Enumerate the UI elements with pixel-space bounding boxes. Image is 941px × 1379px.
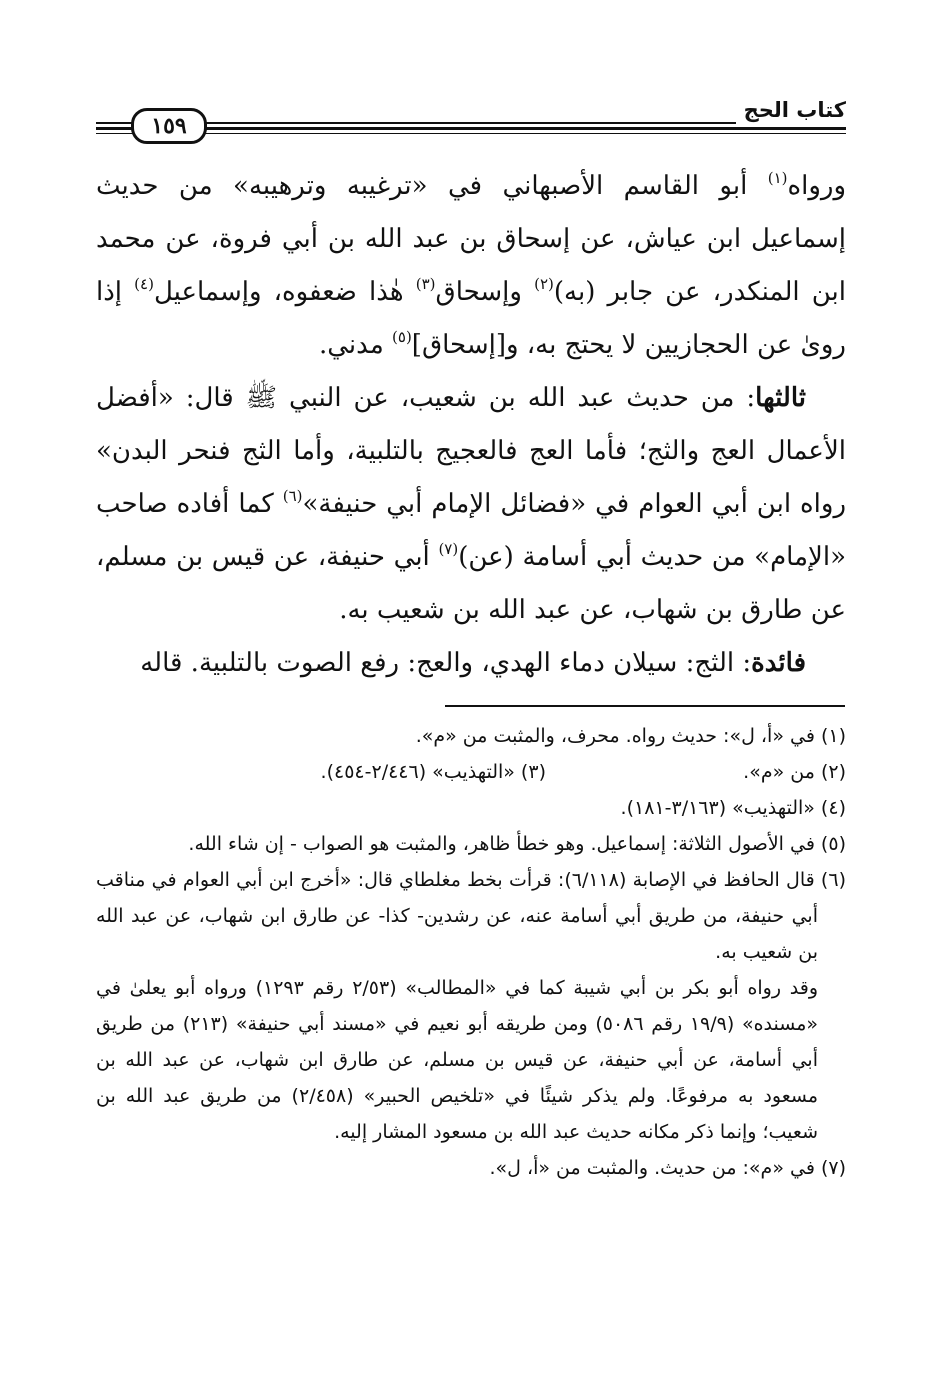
- text-span: : الثج: سيلان دماء الهدي، والعج: رفع الصوت بالتلبية. قاله: [140, 648, 752, 678]
- footnotes: [96, 718, 846, 1186]
- footnote-row: [96, 754, 846, 790]
- paragraph: [96, 637, 846, 690]
- footnote-ref[interactable]: (٤): [134, 275, 154, 293]
- footnote-item: (٣) «التهذيب» (٢/٤٤٦-٤٥٤).: [320, 761, 546, 783]
- text-span: مدني.: [319, 330, 393, 360]
- footnote-ref[interactable]: (١): [767, 169, 788, 187]
- main-text: [96, 160, 846, 690]
- paragraph: [96, 372, 846, 637]
- text-span: وإسحاق: [435, 277, 535, 307]
- text-span: كما أفاده صاحب «الإمام» من حديث أبي أسامة (عن): [96, 489, 846, 572]
- text-span: هٰذا ضعفوه، وإسماعيل: [153, 277, 416, 307]
- header-rule: [96, 122, 846, 124]
- book-title: كتاب الحج: [736, 96, 846, 124]
- text-span: أبو القاسم الأصبهاني في «ترغيبه وترهيبه» من حديث إسماعيل ابن عياش، عن إسحاق بن عبد الله بن أبي فروة، عن محمد ابن المنكدر، عن جابر (به): [96, 171, 846, 307]
- footnote-item: (٥) في الأصول الثلاثة: إسماعيل. وهو خطأ ظاهر، والمثبت هو الصواب - إن شاء الله.: [188, 833, 846, 855]
- text-span: : من حديث عبد الله بن شعيب، عن النبي ﷺ قال: «أفضل الأعمال العج والثج؛ فأما العج فالعجيج بالتلبية، وأما الثج فنحر البدن» رواه ابن أبي العوام في «فضائل الإمام أبي حنيفة»: [96, 383, 846, 519]
- paragraph: [96, 160, 846, 372]
- footnote-continuation: وقد رواه أبو بكر بن أبي شيبة كما في «المطالب» (٢/٥٣ رقم ١٢٩٣) ورواه أبو يعلىٰ في «مسنده» (١٩/٩ رقم ٥٠٨٦) ومن طريقه أبو نعيم في «مسند أبي حنيفة» (٢١٣) من طريق أبي أسامة، عن أبي حنيفة، عن قيس بن مسلم، عن طارق ابن شهاب، عن عبد الله بن مسعود به مرفوعًا. ولم يذكر شيئًا في «تلخيص الحبير» (٢/٤٥٨) من طريق عبد الله بن شعيب؛ وإنما ذكر مكانه حديث عبد الله بن مسعود المشار إليه.: [96, 977, 818, 1143]
- page-number: ١٥٩: [131, 108, 207, 144]
- text-span: أبي حنيفة، عن قيس بن مسلم، عن طارق بن شهاب، عن عبد الله بن شعيب به.: [96, 542, 846, 625]
- footnote-ref[interactable]: (٦): [282, 487, 303, 505]
- text-span: إذا روىٰ عن الحجازيين لا يحتج به، و[إسحاق]: [96, 277, 846, 360]
- footnote-ref[interactable]: (٥): [392, 328, 412, 346]
- footnote-ref[interactable]: (٣): [415, 275, 436, 293]
- footnote-ref[interactable]: (٧): [438, 540, 459, 558]
- header-rule: [96, 133, 846, 134]
- footnote-item: (٤) «التهذيب» (٣/١٦٣-١٨١).: [620, 797, 846, 819]
- footnote-item: (٢) من «م».: [743, 761, 846, 783]
- footnote-separator: [445, 705, 845, 707]
- footnote-item: (٧) في «م»: من حديث. والمثبت من «أ، ل».: [489, 1157, 846, 1179]
- footnote-item: (١) في «أ، ل»: حديث رواه. محرف، والمثبت من «م».: [415, 725, 846, 747]
- header-rule: [96, 127, 846, 130]
- paragraph-lead: ثالثها: [755, 383, 807, 413]
- text-span: ورواه: [787, 171, 846, 201]
- footnote-item: (٦) قال الحافظ في الإصابة (٦/١١٨): قرأت بخط مغلطاي قال: «أخرج ابن أبي العوام في مناقب أبي حنيفة، من طريق أبي أسامة عنه، عن رشدين- كذا- عن طارق ابن شهاب، عن عبد الله بن شعيب به.: [96, 869, 846, 963]
- page-header: [96, 96, 846, 146]
- paragraph-lead: فائدة: [751, 648, 806, 678]
- footnote-ref[interactable]: (٢): [534, 275, 554, 293]
